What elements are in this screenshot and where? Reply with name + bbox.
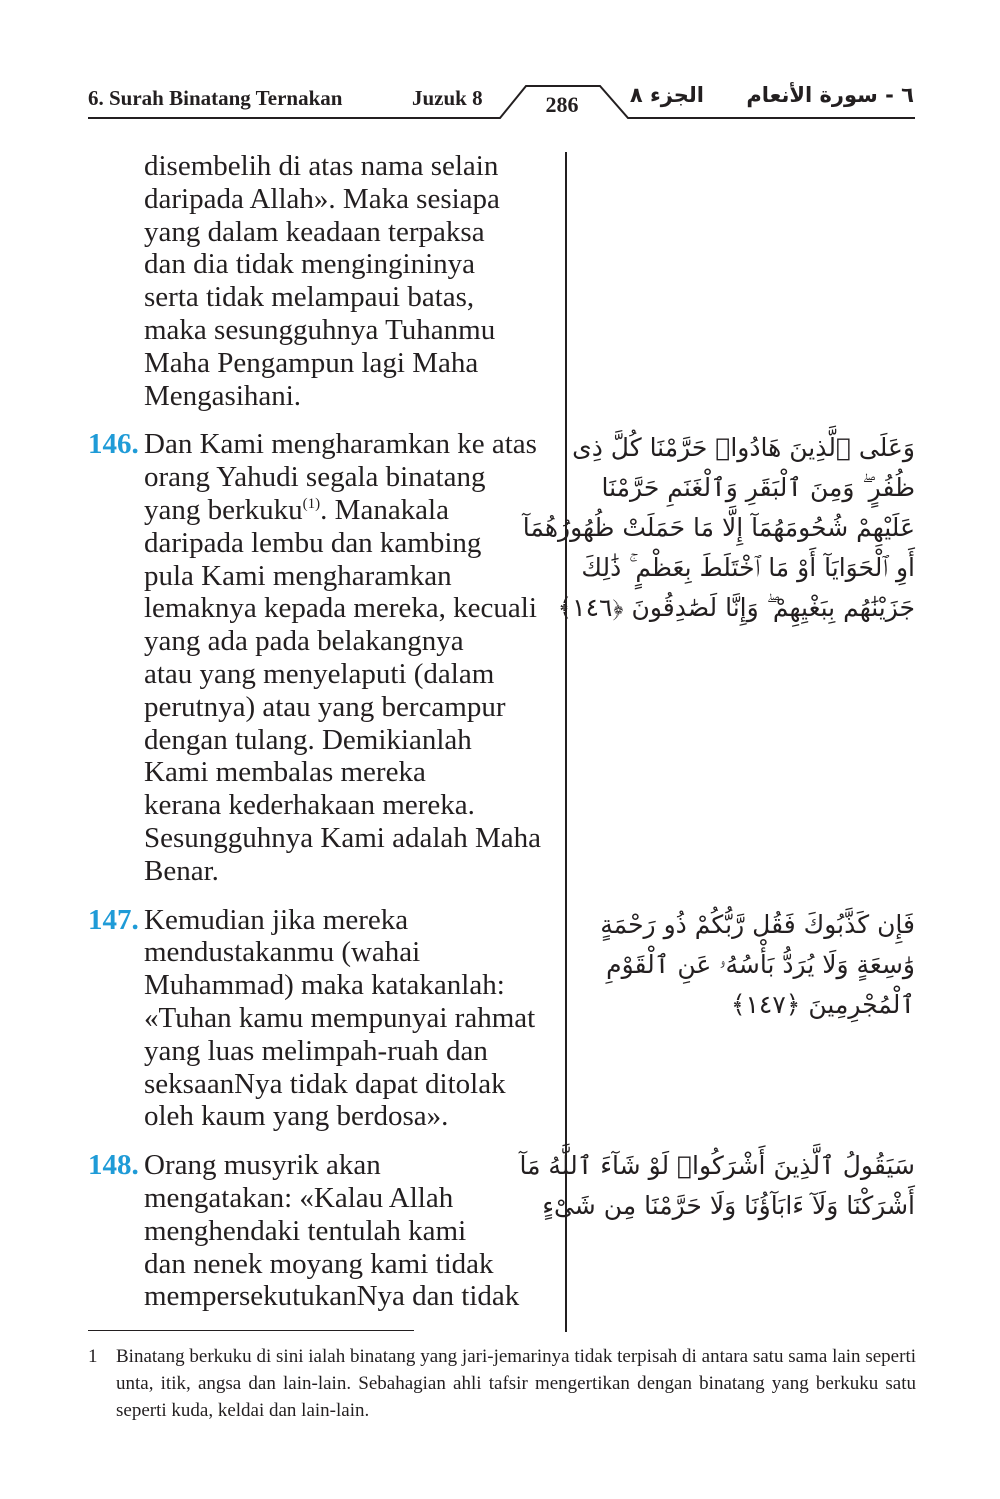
verse-line: mempersekutukanNya dan tidak bbox=[144, 1280, 520, 1313]
verse-number: 147. bbox=[88, 903, 139, 936]
header-juz-arabic: الجزء ٨ bbox=[629, 83, 704, 107]
footnote bbox=[88, 1343, 916, 1424]
verse-text: yang berkuku bbox=[144, 493, 303, 526]
verse-line-with-footnote bbox=[144, 494, 558, 527]
verse-number: 146. bbox=[88, 428, 139, 461]
arabic-verse-147 bbox=[585, 905, 915, 1025]
verse-line: yang dalam keadaan terpaksa bbox=[144, 215, 485, 248]
verse-line: Sesungguhnya Kami adalah Maha bbox=[144, 821, 542, 854]
arabic-verse-148 bbox=[519, 1146, 915, 1226]
verse-line: Orang musyrik akan bbox=[144, 1149, 381, 1182]
arabic-line: أَشْرَكْنَا وَلَآ ءَابَآؤُنَا وَلَا حَرَّمْنَا مِن شَىْءٍ bbox=[542, 1191, 915, 1220]
verse-line: serta tidak melampaui batas, bbox=[144, 281, 475, 314]
arabic-verse-146 bbox=[522, 428, 915, 628]
verse-148 bbox=[88, 1149, 558, 1313]
verse-line: yang ada pada belakangnya bbox=[144, 625, 464, 658]
verse-line: daripada lembu dan kambing bbox=[144, 526, 482, 559]
verse-line: kerana kederhakaan mereka. bbox=[144, 789, 475, 822]
verse-line: dan dia tidak mengingininya bbox=[144, 248, 476, 281]
verse-line: menghendaki tentulah kami bbox=[144, 1214, 467, 1247]
verse-line: dengan tulang. Demikianlah bbox=[144, 723, 472, 756]
verse-line: Benar. bbox=[144, 854, 219, 887]
verse-line: maka sesungguhnya Tuhanmu bbox=[144, 313, 496, 346]
verse-line: seksaanNya tidak dapat ditolak bbox=[144, 1067, 506, 1100]
verse-line: atau yang menyelaputi (dalam bbox=[144, 657, 495, 690]
verse-continuation bbox=[88, 150, 558, 412]
verse-line: dan nenek moyang kami tidak bbox=[144, 1247, 494, 1280]
verse-line: Dan Kami mengharamkan ke atas bbox=[144, 428, 537, 461]
verse-line: orang Yahudi segala binatang bbox=[144, 461, 486, 494]
arabic-line: وَعَلَى ٱلَّذِينَ هَادُوا۟ حَرَّمْنَا كُلَّ ذِى bbox=[572, 433, 915, 462]
verse-line: mengatakan: «Kalau Allah bbox=[144, 1181, 454, 1214]
verse-line: lemaknya kepada mereka, kecuali bbox=[144, 592, 537, 625]
verse-text: . Manakala bbox=[320, 493, 449, 526]
footnote-text: Binatang berkuku di sini ialah binatang yang jari-jemarinya tidak terpisah di antara satu sama lain seperti unta, itik, angsa dan lain-lain. Sebahagian ahli tafsir mengertikan dengan binatang yang berkuku satu seperti kuda, keldai dan lain-lain. bbox=[116, 1346, 916, 1421]
header-juzuk-latin: Juzuk 8 bbox=[412, 86, 483, 110]
arabic-line: وَٰسِعَةٍ وَلَا يُرَدُّ بَأْسُهُۥ عَنِ ٱلْقَوْمِ bbox=[606, 950, 915, 979]
footnote-reference: (1) bbox=[302, 495, 321, 512]
translation-column bbox=[88, 150, 558, 1313]
verse-146 bbox=[88, 428, 558, 887]
verse-147 bbox=[88, 904, 558, 1134]
verse-line: Mengasihani. bbox=[144, 379, 302, 412]
verse-line: daripada Allah». Maka sesiapa bbox=[144, 182, 500, 215]
arabic-line: أَوِ ٱلْحَوَايَآ أَوْ مَا ٱخْتَلَطَ بِعَظْمٍ ۚ ذَٰلِكَ bbox=[581, 553, 915, 582]
arabic-line: ظُفُرٍ ۖ وَمِنَ ٱلْبَقَرِ وَٱلْغَنَمِ حَرَّمْنَا bbox=[601, 473, 915, 502]
arabic-line: عَلَيْهِمْ شُحُومَهُمَآ إِلَّا مَا حَمَلَتْ ظُهُورُهُمَآ bbox=[522, 513, 915, 542]
arabic-line: سَيَقُولُ ٱلَّذِينَ أَشْرَكُوا۟ لَوْ شَآءَ ٱللَّهُ مَآ bbox=[519, 1151, 915, 1180]
verse-line: pula Kami mengharamkan bbox=[144, 559, 452, 592]
verse-line: yang luas melimpah-ruah dan bbox=[144, 1034, 488, 1067]
arabic-line: ٱلْمُجْرِمِينَ ﴿١٤٧﴾ bbox=[730, 990, 915, 1019]
verse-line: mendustakanmu (wahai bbox=[144, 936, 421, 969]
arabic-line: فَإِن كَذَّبُوكَ فَقُل رَّبُّكُمْ ذُو رَحْمَةٍ bbox=[600, 910, 915, 939]
page-number: 286 bbox=[545, 92, 579, 117]
header-surah-arabic: ٦ - سورة الأنعام bbox=[746, 83, 914, 107]
verse-number: 148. bbox=[88, 1149, 139, 1182]
verse-line: Muhammad) maka katakanlah: bbox=[144, 969, 505, 1002]
header-surah-latin: 6. Surah Binatang Ternakan bbox=[88, 86, 343, 110]
verse-line: Kami membalas mereka bbox=[144, 756, 426, 789]
header-rule bbox=[0, 0, 1000, 140]
verse-line: oleh kaum yang berdosa». bbox=[144, 1100, 449, 1133]
verse-line: perutnya) atau yang bercampur bbox=[144, 690, 506, 723]
arabic-line: جَزَيْنَٰهُم بِبَغْيِهِمْ ۖ وَإِنَّا لَصَٰدِقُونَ ﴿١٤٦﴾ bbox=[557, 593, 915, 622]
footnote-rule bbox=[88, 1330, 414, 1331]
verse-line: «Tuhan kamu mempunyai rahmat bbox=[144, 1001, 536, 1034]
verse-line: Kemudian jika mereka bbox=[144, 903, 409, 936]
verse-line: disembelih di atas nama selain bbox=[144, 150, 499, 182]
footnote-number: 1 bbox=[88, 1346, 98, 1367]
verse-line: Maha Pengampun lagi Maha bbox=[144, 346, 479, 379]
